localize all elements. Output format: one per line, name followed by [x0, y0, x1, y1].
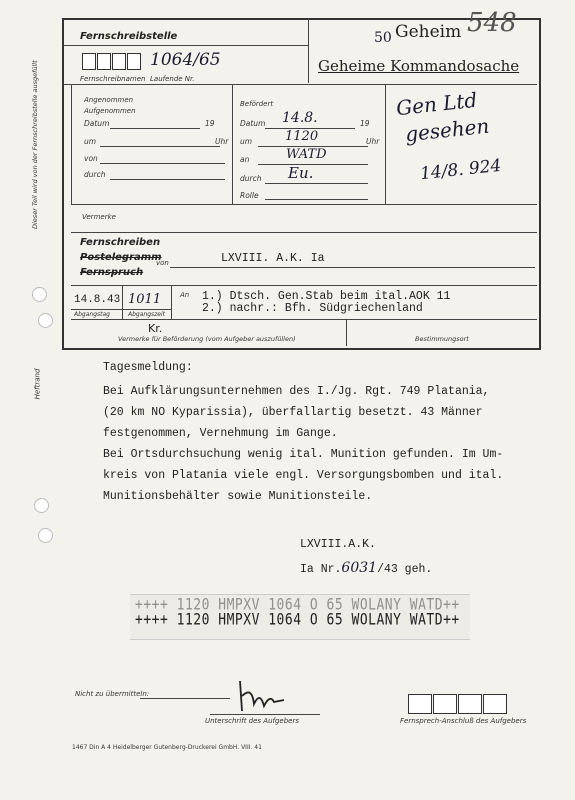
- fernschreibnamen-label: Fernschreibnamen: [80, 75, 146, 83]
- aufgenommen-label: Aufgenommen: [84, 107, 136, 115]
- message-line-5: kreis von Platania viele engl. Versorgungsbomben und ital.: [103, 469, 504, 482]
- margin-heftrand: Heftrand: [33, 368, 42, 400]
- forwarded-datum-label: Datum: [240, 119, 266, 128]
- name-box-4: [127, 53, 141, 70]
- message-line-2: (20 km NO Kyparissia), überfallartig besetzt. 43 Männer: [103, 406, 483, 419]
- forwarded-um: 1120: [285, 129, 319, 144]
- abgangstag-label: Abgangstag: [74, 311, 110, 318]
- fernschreibstelle-label: Fernschreibstelle: [80, 31, 178, 42]
- postelegramm-label: Postelegramm: [80, 252, 162, 263]
- phone-box-4: [483, 694, 507, 714]
- forwarded-an: WATD: [286, 147, 327, 162]
- punch-hole: [38, 528, 53, 543]
- befoerdert-label: Befördert: [240, 100, 274, 108]
- type-von-label: von: [156, 259, 169, 267]
- handnote-line-2: gesehen: [403, 113, 491, 147]
- margin-side-note: Dieser Teil wird von der Fernschreibstelle ausgefüllt: [31, 60, 39, 229]
- sender-signature: [232, 676, 292, 722]
- message-line-4: Bei Ortsdurchsuchung wenig ital. Munition gefunden. Im Um-: [103, 448, 504, 461]
- vermerke-label: Vermerke: [82, 213, 116, 221]
- handnote-line-3: 14/8. 924: [419, 155, 503, 185]
- teleprinter-line-1: ++++ 1120 HMPXV 1064 O 65 WOLANY WATD++: [135, 596, 460, 615]
- received-von-label: von: [84, 154, 98, 163]
- recipient-2: 2.) nachr.: Bfh. Südgriechenland: [202, 302, 423, 315]
- name-box-3: [112, 53, 126, 70]
- phone-box-1: [408, 694, 432, 714]
- angenommen-label: Angenommen: [84, 96, 134, 104]
- fernspruch-label: Fernspruch: [80, 267, 144, 278]
- forwarded-durch: Eu.: [288, 164, 314, 182]
- kr-label: Kr.: [148, 322, 163, 335]
- teleprinter-line-2: ++++ 1120 HMPXV 1064 O 65 WOLANY WATD++: [135, 611, 460, 630]
- message-line-6: Munitionsbehälter sowie Munitionsteile.: [103, 490, 373, 503]
- stamp-number-2: 548: [467, 8, 517, 38]
- nicht-zu-uebermitteln-label: Nicht zu übermitteln:: [75, 690, 150, 698]
- handnote-line-1: Gen Ltd: [394, 87, 479, 121]
- recipient-1: 1.) Dtsch. Gen.Stab beim ital.AOK 11: [202, 290, 451, 303]
- abgang-an-label: An: [180, 291, 190, 299]
- forwarded-year-label: 19: [360, 119, 370, 128]
- laufende-nr: 1064/65: [150, 50, 221, 70]
- punch-hole: [34, 498, 49, 513]
- bestimmungsort-label: Bestimmungsort: [415, 335, 469, 343]
- punch-hole: [32, 287, 47, 302]
- message-line-1: Bei Aufklärungsunternehmen des I./Jg. Rgt. 749 Platania,: [103, 385, 490, 398]
- laufende-nr-label: Laufende Nr.: [150, 75, 195, 83]
- message-heading: Tagesmeldung:: [103, 361, 193, 374]
- forwarded-durch-label: durch: [240, 174, 262, 183]
- vermerke-befoerderung-label: Vermerke für Beförderung (vom Aufgeber auszufüllen): [118, 335, 296, 343]
- abgang-time: 1011: [128, 292, 162, 307]
- forwarded-rolle-label: Rolle: [240, 191, 259, 200]
- received-datum-label: Datum: [84, 119, 110, 128]
- forwarded-an-label: an: [240, 155, 250, 164]
- signature-unit: LXVIII.A.K.: [300, 538, 376, 551]
- punch-hole: [38, 313, 53, 328]
- fernschreiben-label: Fernschreiben: [80, 237, 161, 248]
- stamp-number: 50: [374, 30, 392, 46]
- printer-line: 1467 Din A 4 Heidelberger Gutenberg-Druckerei GmbH. VIII. 41: [72, 744, 262, 751]
- received-durch-label: durch: [84, 170, 106, 179]
- message-line-3: festgenommen, Vernehmung im Gange.: [103, 427, 338, 440]
- type-von: LXVIII. A.K. Ia: [221, 252, 325, 265]
- geheime-kommandosache-stamp: Geheime Kommandosache: [318, 57, 520, 75]
- abgangszeit-label: Abgangszeit: [128, 311, 165, 318]
- geheim-stamp: Geheim: [395, 22, 462, 42]
- signature-ref: Ia Nr.6031/43 geh.: [300, 560, 433, 576]
- phone-box-3: [458, 694, 482, 714]
- received-uhr-label: Uhr: [215, 137, 229, 146]
- forwarded-um-label: um: [240, 137, 253, 146]
- unterschrift-label: Unterschrift des Aufgebers: [205, 717, 300, 725]
- abgang-date: 14.8.43: [74, 294, 121, 306]
- name-box-1: [82, 53, 96, 70]
- forwarded-datum: 14.8.: [282, 110, 318, 126]
- forwarded-uhr-label: Uhr: [366, 137, 380, 146]
- received-um-label: um: [84, 137, 97, 146]
- signature-scribble: [232, 676, 292, 716]
- received-year-label: 19: [205, 119, 215, 128]
- fernsprech-label: Fernsprech-Anschluß des Aufgebers: [400, 717, 527, 725]
- phone-box-2: [433, 694, 457, 714]
- name-box-2: [97, 53, 111, 70]
